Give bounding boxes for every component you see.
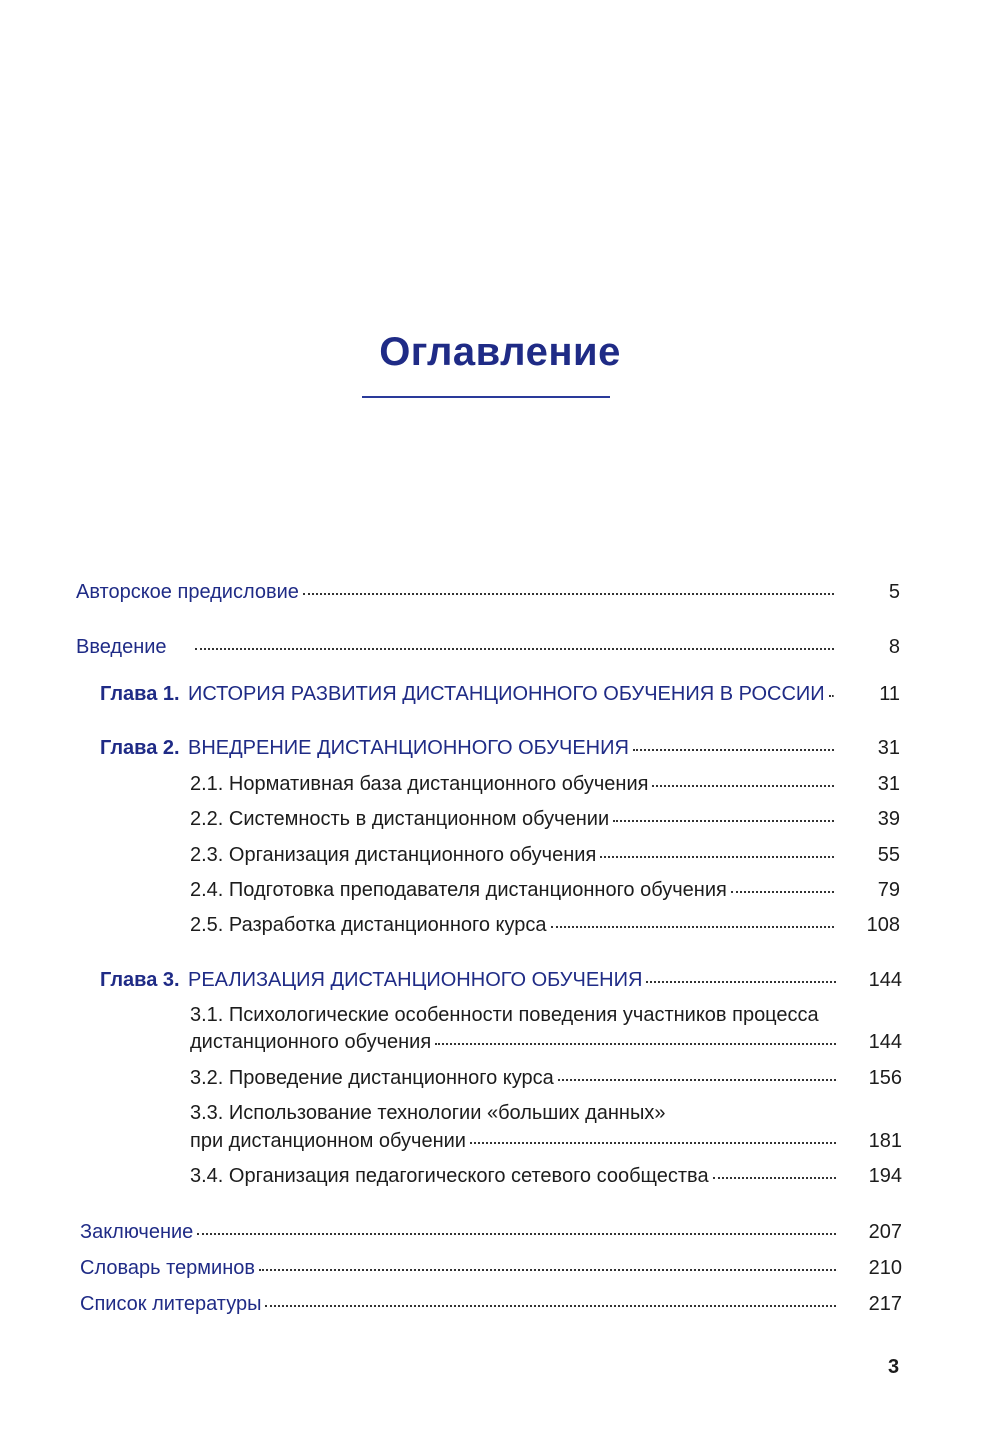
toc-entry-label: Авторское предисловие [76,581,299,603]
title-underline [362,396,610,398]
toc-entry-section[interactable] [190,913,900,937]
toc-page-number: 181 [868,1130,902,1152]
toc-entry-references[interactable] [80,1292,902,1316]
toc-entry-chapter-2[interactable] [100,736,900,760]
toc-page-number: 39 [877,808,900,830]
toc-entry-glossary[interactable] [80,1256,902,1280]
toc-page-number: 144 [868,1031,902,1053]
leader-dots [303,593,834,595]
leader-dots [613,820,834,822]
toc-entry-label: дистанционного обучения [190,1031,432,1053]
toc-entry-label: 2.3. Организация дистанционного обучения [190,844,597,866]
toc-entry-label: при дистанционном обучении [190,1130,466,1152]
toc-page-number: 108 [866,914,900,936]
toc-page-number: 5 [888,581,900,603]
toc-entry-label: 3.2. Проведение дистанционного курса [190,1067,554,1089]
toc-entry-label: РЕАЛИЗАЦИЯ ДИСТАНЦИОННОГО ОБУЧЕНИЯ [188,969,643,991]
toc-entry-chapter-1[interactable] [100,682,900,706]
toc-entry-label: Словарь терминов [80,1257,255,1279]
toc-entry-section[interactable] [190,772,900,796]
toc-entry-section-line1: 3.1. Психологические особенности поведения участников процесса [190,1004,819,1026]
leader-dots [829,695,834,697]
page-title: Оглавление [379,330,621,374]
toc-entry-label: 2.4. Подготовка преподавателя дистанционного обучения [190,879,727,901]
toc-page-number: 55 [877,844,900,866]
toc-entry-section-line1: 3.3. Использование технологии «больших данных» [190,1102,666,1124]
toc-entry-label: 2.1. Нормативная база дистанционного обучения [190,773,649,795]
leader-dots [435,1043,836,1045]
toc-entry-intro[interactable] [76,635,900,659]
toc-page-number: 31 [877,737,900,759]
toc-page-number: 217 [868,1293,902,1315]
leader-dots [713,1177,836,1179]
toc-entry-label: Список литературы [80,1293,262,1315]
toc-page-number: 11 [879,683,900,705]
chapter-prefix: Глава 1. [100,683,180,705]
toc-page-number: 144 [868,969,902,991]
toc-entry-section[interactable] [190,878,900,902]
leader-dots [731,891,834,893]
toc-page-number: 8 [888,636,900,658]
leader-dots [197,1233,836,1235]
leader-dots [195,648,834,650]
toc-entry-label: 2.5. Разработка дистанционного курса [190,914,547,936]
chapter-prefix: Глава 3. [100,969,180,991]
toc-entry-section[interactable] [190,1030,902,1054]
toc-entry-preface[interactable] [76,580,900,604]
toc-entry-chapter-3[interactable] [100,968,902,992]
leader-dots [265,1305,836,1307]
toc-entry-section[interactable] [190,1129,902,1153]
toc-page-number: 207 [868,1221,902,1243]
toc-entry-label: Заключение [80,1221,194,1243]
leader-dots [633,749,834,751]
leader-dots [600,856,834,858]
toc-entry-label: ВНЕДРЕНИЕ ДИСТАНЦИОННОГО ОБУЧЕНИЯ [188,737,629,759]
leader-dots [646,981,836,983]
toc-entry-label: 2.2. Системность в дистанционном обучении [190,808,610,830]
leader-dots [470,1142,836,1144]
toc-entry-section[interactable] [190,1164,902,1188]
leader-dots [558,1079,836,1081]
leader-dots [551,926,834,928]
toc-entry-section[interactable] [190,807,900,831]
toc-entry-label: Введение [76,636,167,658]
toc-page-number: 156 [868,1067,902,1089]
toc-entry-label: 3.4. Организация педагогического сетевого сообщества [190,1165,709,1187]
toc-entry-section[interactable] [190,843,900,867]
leader-dots [652,785,834,787]
chapter-prefix: Глава 2. [100,737,180,759]
toc-page-number: 31 [877,773,900,795]
toc-page-number: 194 [868,1165,902,1187]
toc-entry-section[interactable] [190,1066,902,1090]
toc-entry-conclusion[interactable] [80,1220,902,1244]
leader-dots [259,1269,836,1271]
toc-page-number: 210 [868,1257,902,1279]
page-number: 3 [888,1356,900,1378]
toc-page-number: 79 [877,879,900,901]
toc-entry-label: ИСТОРИЯ РАЗВИТИЯ ДИСТАНЦИОННОГО ОБУЧЕНИЯ В РОССИИ [188,683,825,705]
